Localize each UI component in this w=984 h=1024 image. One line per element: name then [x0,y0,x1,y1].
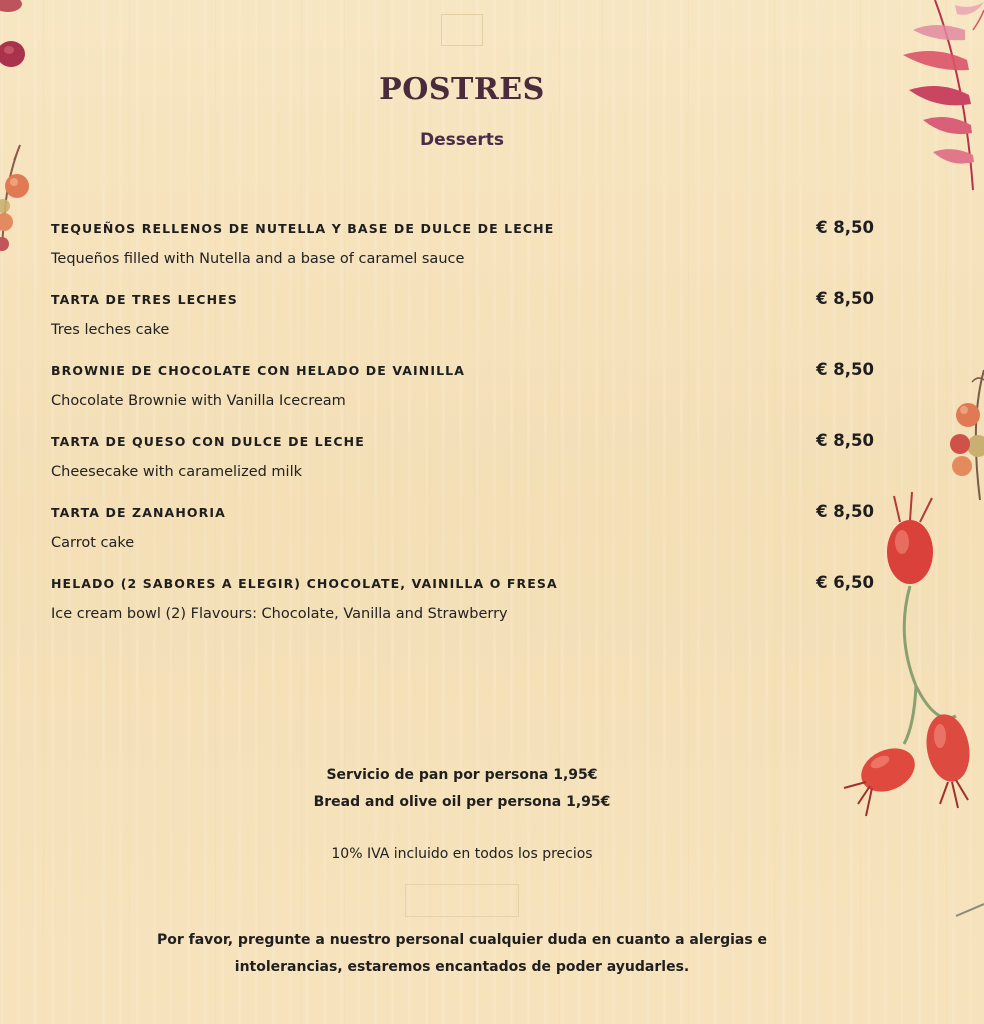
menu-item-name: TARTA DE QUESO CON DULCE DE LECHE [51,434,365,449]
menu-item-name: TARTA DE ZANAHORIA [51,505,226,520]
bread-service-es: Servicio de pan por persona 1,95€ [326,767,598,783]
menu-item-price: € 8,50 [816,360,874,379]
menu-item-description: Chocolate Brownie with Vanilla Icecream [51,393,346,409]
menu-item-name: HELADO (2 SABORES A ELEGIR) CHOCOLATE, VAINILLA O FRESA [51,576,558,591]
menu-item [51,287,874,358]
menu-item-name: TEQUEÑOS RELLENOS DE NUTELLA Y BASE DE DULCE DE LECHE [51,221,555,236]
menu-item [51,429,874,500]
menu-item-description: Ice cream bowl (2) Flavours: Chocolate, Vanilla and Strawberry [51,606,508,622]
page-subtitle: Desserts [419,130,505,150]
menu-item-description: Cheesecake with caramelized milk [51,464,303,480]
menu-item [51,216,874,287]
right-berry-branch-decoration [940,360,984,510]
menu-item [51,500,874,571]
footer-logo-placeholder [405,884,519,917]
menu-item-price: € 8,50 [816,218,874,237]
menu-item-price: € 6,50 [816,573,874,592]
menu-item-description: Carrot cake [51,535,135,551]
vat-note: 10% IVA incluido en todos los precios [331,846,593,862]
menu-item [51,571,874,642]
menu-item-description: Tres leches cake [51,322,170,338]
allergy-note-line-1: Por favor, pregunte a nuestro personal cualquier duda en cuanto a alergias e [156,932,768,948]
menu-item-price: € 8,50 [816,289,874,308]
allergy-note-line-2: intolerancias, estaremos encantados de poder ayudarles. [234,959,690,975]
bread-service-en: Bread and olive oil per persona 1,95€ [313,794,611,810]
page-title: POSTRES [379,72,545,107]
menu-item-name: TARTA DE TRES LECHES [51,292,238,307]
menu-item [51,358,874,429]
menu-item-description: Tequeños filled with Nutella and a base of caramel sauce [51,251,465,267]
top-logo-placeholder [441,14,483,46]
dessert-menu-list [51,216,874,642]
menu-item-name: BROWNIE DE CHOCOLATE CON HELADO DE VAINILLA [51,363,466,378]
menu-item-price: € 8,50 [816,502,874,521]
menu-item-price: € 8,50 [816,431,874,450]
